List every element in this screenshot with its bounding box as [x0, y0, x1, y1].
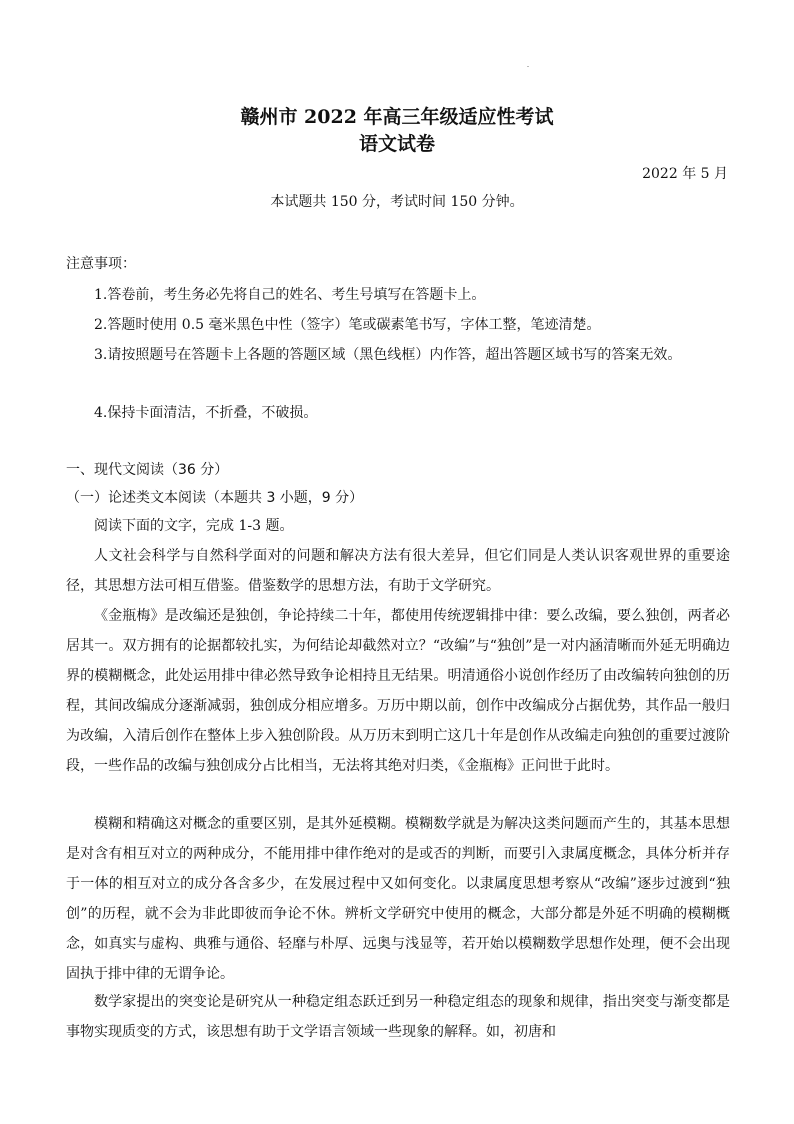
notice-item: 3.请按照题号在答题卡上各题的答题区域（黑色线框）内作答，超出答题区域书写的答案无效。 [94, 347, 682, 363]
reading-instruction: 阅读下面的文字，完成 1-3 题。 [94, 518, 294, 534]
notice-heading: 注意事项： [66, 256, 136, 272]
notice-item: 1.答卷前，考生务必先将自己的姓名、考生号填写在答题卡上。 [94, 287, 486, 303]
notice-item: 2.答题时使用 0.5 毫米黑色中性（签字）笔或碳素笔书写，字体工整，笔迹清楚。 [94, 317, 601, 333]
passage-paragraph: 《金瓶梅》是改编还是独创，争论持续二十年，都使用传统逻辑排中律：要么改编，要么独创，两者必居其一。双方拥有的论据都较扎实，为何结论却截然对立？“改编”与“独创”是一对内涵清晰而外延无明确边界的模糊概念，此处运用排中律必然导致争论相持且无结果。明清通俗小说创作经历了由改编转向独创的历程，其间改编成分逐渐减弱，独创成分相应增多。万历中期以前，创作中改编成分占据优势，其作品一般归为改编，入清后创作在整体上步入独创阶段。从万历末到明亡这几十年是创作从改编走向独创的重要过渡阶段，一些作品的改编与独创成分占比相当，无法将其绝对归类，《金瓶梅》正问世于此时。 [66, 608, 730, 774]
exam-info: 本试题共 150 分，考试时间 150 分钟。 [270, 194, 524, 210]
section-heading: 一、现代文阅读（36 分） [66, 462, 229, 478]
exam-subtitle: 语文试卷 [358, 133, 435, 155]
passage-paragraph: 数学家提出的突变论是研究从一种稳定组态跃迁到另一种稳定组态的现象和规律，指出突变与渐变都是事物实现质变的方式，该思想有助于文学语言领域一些现象的解释。如，初唐和 [66, 994, 730, 1040]
passage-paragraph: 人文社会科学与自然科学面对的问题和解决方法有很大差异，但它们同是人类认识客观世界的重要途径，其思想方法可相互借鉴。借鉴数学的思想方法，有助于文学研究。 [66, 548, 730, 594]
exam-date: 2022 年 5 月 [642, 166, 728, 182]
section-subheading: （一）论述类文本阅读（本题共 3 小题，9 分） [66, 490, 364, 506]
passage-paragraph: 模糊和精确这对概念的重要区别，是其外延模糊。模糊数学就是为解决这类问题而产生的，其基本思想是对含有相互对立的两种成分，不能用排中律作绝对的是或否的判断，而要引入隶属度概念，具体分析并存于一体的相互对立的成分各含多少，在发展过程中又如何变化。以隶属度思想考察从“改编”逐步过渡到“独创”的历程，就不会为非此即彼而争论不休。辨析文学研究中使用的概念，大部分都是外延不明确的模糊概念，如真实与虚构、典雅与通俗、轻靡与朴厚、远奥与浅显等，若开始以模糊数学思想作处理，便不会出现固执于排中律的无谓争论。 [66, 816, 730, 982]
scan-speck [527, 66, 529, 67]
exam-title: 赣州市 2022 年高三年级适应性考试 [240, 106, 554, 128]
notice-item: 4.保持卡面清洁，不折叠，不破损。 [94, 405, 318, 421]
